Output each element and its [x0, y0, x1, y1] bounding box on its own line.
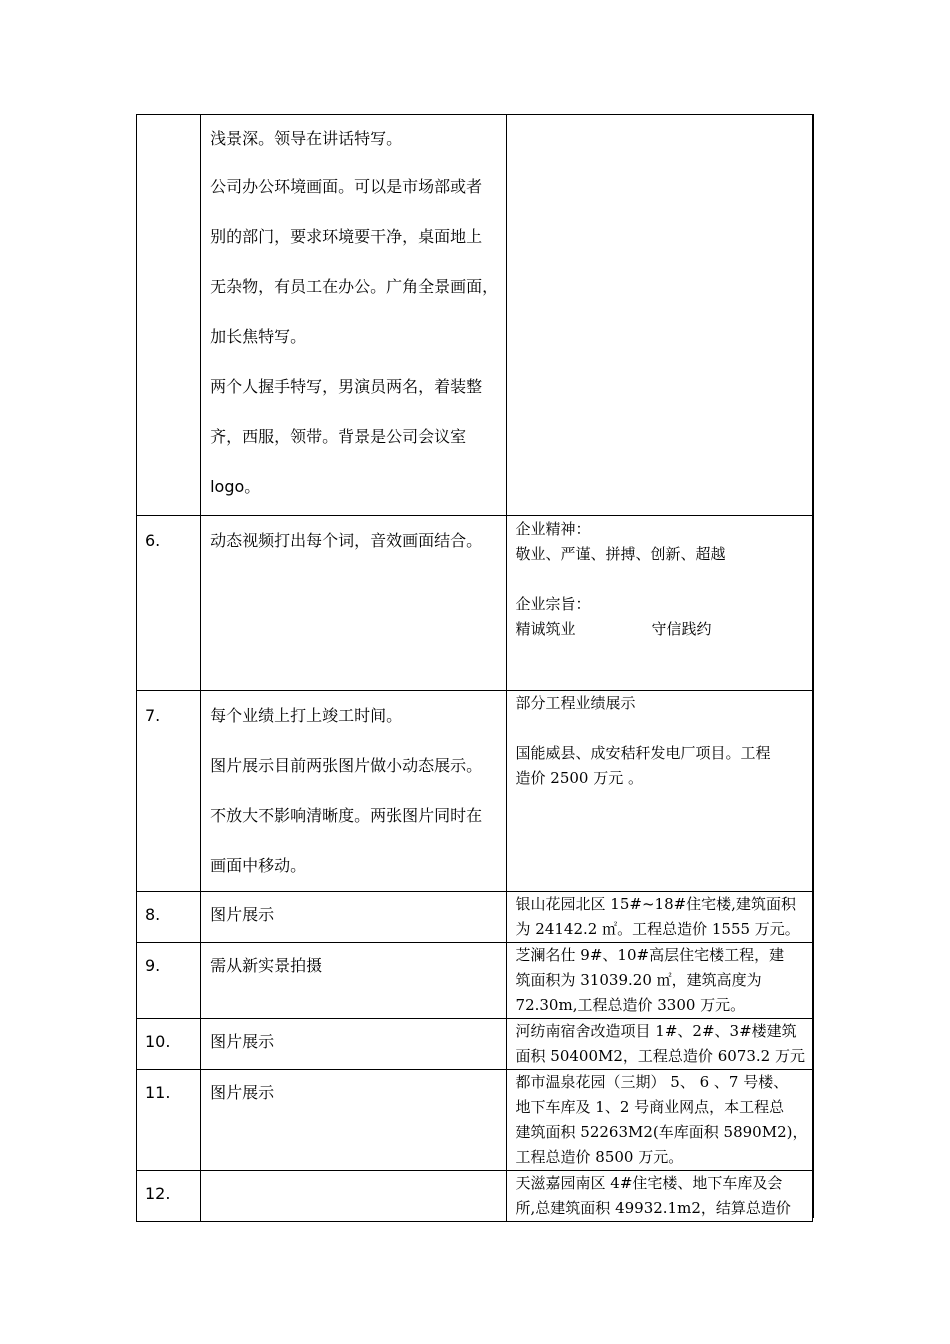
content-cell [506, 115, 812, 516]
content-cell [506, 943, 812, 1019]
description-line: 无杂物，有员工在办公。广角全景画面， [210, 277, 499, 296]
content-line: 工程总造价 8500 万元。 [515, 1148, 684, 1166]
purpose-values: 精诚筑业 守信践约 [515, 620, 712, 638]
table-row [137, 691, 813, 892]
row-number-cell: 10. [137, 1019, 201, 1070]
table-row [137, 1171, 813, 1222]
table-row [137, 516, 813, 691]
row-number-cell: 7. [137, 691, 201, 892]
content-cell [506, 691, 812, 892]
description-cell [201, 691, 506, 892]
content-line: 所,总建筑面积 49932.1m2，结算总造价 [515, 1199, 791, 1217]
table-row [137, 115, 813, 516]
description-cell: 图片展示 [201, 1019, 506, 1070]
content-heading: 部分工程业绩展示 [515, 694, 636, 712]
description-cell [201, 115, 506, 516]
table-row [137, 1070, 813, 1171]
content-line: 地下车库及 1、2 号商业网点，本工程总 [515, 1098, 785, 1116]
content-cell [506, 1019, 812, 1070]
content-line: 都市温泉花园（三期） 5、 6 、7 号楼、 [515, 1073, 789, 1091]
content-cell [506, 516, 812, 691]
description-line: 动态视频打出每个词，音效画面结合。 [210, 531, 483, 550]
content-line: 面积 50400M2，工程总造价 6073.2 万元 [515, 1047, 805, 1065]
row-number-cell: 12. [137, 1171, 201, 1222]
content-cell [506, 892, 812, 943]
content-line: 银山花园北区 15#~18#住宅楼,建筑面积 [515, 895, 796, 913]
description-cell [201, 1171, 506, 1222]
content-line: 建筑面积 52263M2(车库面积 5890M2)， [515, 1123, 808, 1141]
content-line: 天滋嘉园南区 4#住宅楼、地下车库及会 [515, 1174, 783, 1192]
description-line: 每个业绩上打上竣工时间。 [210, 706, 403, 725]
content-line: 72.30m,工程总造价 3300 万元。 [515, 996, 746, 1014]
description-line: 公司办公环境画面。可以是市场部或者 [210, 177, 483, 196]
content-line: 河纺南宿舍改造项目 1#、2#、3#楼建筑 [515, 1022, 797, 1040]
description-cell: 需从新实景拍摄 [201, 943, 506, 1019]
content-line: 为 24142.2 ㎡。工程总造价 1555 万元。 [515, 920, 800, 938]
description-line: 图片展示目前两张图片做小动态展示。 [210, 756, 483, 775]
description-line: logo。 [210, 477, 261, 496]
content-line: 国能威县、成安秸秆发电厂项目。工程 [515, 744, 771, 762]
content-line: 造价 2500 万元 。 [515, 769, 644, 787]
spirit-values: 敬业、严谨、拼搏、创新、超越 [515, 545, 726, 563]
spirit-label: 企业精神： [515, 520, 591, 538]
table-row [137, 1019, 813, 1070]
description-cell [201, 516, 506, 691]
description-cell: 图片展示 [201, 1070, 506, 1171]
content-cell [506, 1171, 812, 1222]
description-line: 两个人握手特写，男演员两名，着装整 [210, 377, 483, 396]
description-line: 不放大不影响清晰度。两张图片同时在 [210, 806, 483, 825]
description-line: 加长焦特写。 [210, 327, 307, 346]
content-cell [506, 1070, 812, 1171]
document-table [136, 114, 813, 1222]
description-line: 画面中移动。 [210, 856, 307, 875]
description-line: 别的部门，要求环境要干净，桌面地上 [210, 227, 483, 246]
description-line: 浅景深。领导在讲话特写。 [210, 129, 403, 148]
row-number-cell: 6. [137, 516, 201, 691]
table-row [137, 892, 813, 943]
description-cell: 图片展示 [201, 892, 506, 943]
row-number-cell [137, 115, 201, 516]
purpose-label: 企业宗旨： [515, 595, 591, 613]
table-right-border [813, 114, 814, 1218]
content-line: 筑面积为 31039.20 ㎡，建筑高度为 [515, 971, 762, 989]
table-row [137, 943, 813, 1019]
content-line: 芝澜名仕 9#、10#高层住宅楼工程，建 [515, 946, 785, 964]
row-number-cell: 9. [137, 943, 201, 1019]
row-number-cell: 11. [137, 1070, 201, 1171]
description-line: 齐，西服，领带。背景是公司会议室 [210, 427, 467, 446]
row-number-cell: 8. [137, 892, 201, 943]
